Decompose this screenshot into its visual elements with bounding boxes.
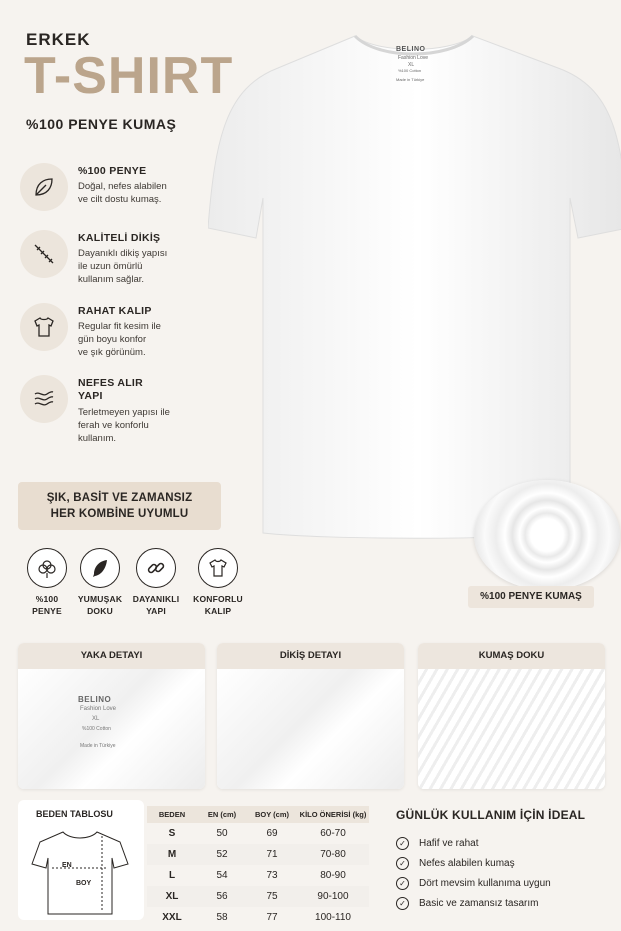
col-header: KİLO ÖNERİSİ (kg): [299, 810, 367, 819]
benefit-text: Nefes alabilen kumaş: [419, 857, 515, 869]
benefit-item: [396, 894, 616, 912]
badge-label: DOKU: [87, 606, 113, 616]
check-icon: ✓: [396, 897, 409, 910]
feature-desc-line: Terletmeyen yapısı ile: [78, 407, 170, 418]
length-cell: 69: [266, 828, 278, 839]
feature-desc-line: Doğal, nefes alabilen: [78, 181, 167, 192]
weight-cell: 60-70: [320, 828, 346, 839]
daily-use-title: GÜNLÜK KULLANIM İÇİN İDEAL: [396, 808, 586, 822]
width-cell: 50: [216, 828, 228, 839]
badge-durable: [126, 548, 186, 617]
width-cell: 54: [216, 870, 228, 881]
detail-card-fabric: [418, 643, 605, 789]
feature-title: NEFES ALIR: [78, 377, 144, 389]
feature-desc-line: ve şık görünüm.: [78, 347, 146, 358]
feature-desc-line: kullanım.: [78, 433, 117, 444]
size-cell: M: [167, 849, 177, 860]
stitch-photo: [217, 669, 404, 789]
width-cell: 52: [216, 849, 228, 860]
weight-cell: 100-110: [315, 912, 351, 923]
collar-photo: [18, 669, 205, 789]
feature-desc-line: kullanım sağlar.: [78, 274, 145, 285]
badge-label: %100: [35, 594, 59, 604]
benefit-item: [396, 834, 616, 852]
category-label: ERKEK: [26, 30, 91, 49]
table-row: [147, 823, 369, 844]
banner-line: ŞIK, BASİT VE ZAMANSIZ: [46, 492, 193, 504]
col-header: EN (cm): [207, 810, 237, 819]
table-row: [147, 865, 369, 886]
width-cell: 58: [216, 912, 228, 923]
badge-label: YUMUŞAK: [77, 594, 123, 604]
boy-label: BOY: [76, 880, 92, 887]
feature-title: RAHAT KALIP: [78, 305, 152, 317]
feature-desc-line: ve cilt dostu kumaş.: [78, 194, 162, 205]
size-cell: XXL: [162, 912, 182, 923]
feature-title: KALİTELİ DİKİŞ: [78, 232, 161, 244]
badge-label: YAPI: [146, 606, 166, 616]
feature-penye: [20, 163, 220, 233]
fabric-photo: [418, 669, 605, 789]
feature-breathable: [20, 375, 220, 445]
product-subtitle: %100 PENYE KUMAŞ: [26, 116, 177, 132]
length-cell: 77: [266, 912, 278, 923]
size-table: [147, 806, 369, 928]
label-tagline: Fashion Love: [398, 55, 429, 61]
feature-desc-line: ile uzun ömürlü: [78, 261, 143, 272]
length-cell: 73: [266, 870, 278, 881]
check-icon: ✓: [396, 857, 409, 870]
label-composition: %100 Cotton: [398, 68, 422, 73]
feature-title: %100 PENYE: [78, 165, 147, 177]
label-size: XL: [92, 716, 100, 722]
en-label: EN: [62, 862, 72, 869]
length-cell: 75: [266, 891, 278, 902]
weight-cell: 80-90: [320, 870, 346, 881]
label-composition: %100 Cotton: [82, 726, 111, 732]
size-cell: XL: [165, 891, 179, 902]
product-image: [208, 28, 621, 548]
benefit-text: Basic ve zamansız tasarım: [419, 897, 539, 909]
stitch-icon: [20, 230, 68, 278]
width-cell: 56: [216, 891, 228, 902]
table-row: [147, 886, 369, 907]
banner-line: HER KOMBİNE UYUMLU: [50, 508, 189, 520]
badge-label: KALIP: [204, 606, 232, 616]
chain-icon: [136, 548, 176, 588]
product-title: T-SHIRT: [24, 47, 234, 105]
detail-card-collar: [18, 643, 205, 789]
check-icon: ✓: [396, 837, 409, 850]
label-origin: Made in Türkiye: [396, 77, 425, 82]
label-origin: Made in Türkiye: [80, 743, 116, 749]
leaf-icon: [20, 163, 68, 211]
style-banner: [18, 482, 221, 530]
label-size: XL: [408, 62, 415, 68]
table-row: [147, 844, 369, 865]
fabric-label: %100 PENYE KUMAŞ: [468, 586, 594, 608]
feather-icon: [80, 548, 120, 588]
size-diagram: [18, 800, 144, 920]
feature-stitch: [20, 230, 220, 300]
card-title: YAKA DETAYI: [18, 643, 205, 669]
detail-card-stitch: [217, 643, 404, 789]
length-cell: 71: [266, 849, 278, 860]
badge-label: KONFORLU: [193, 594, 243, 604]
fabric-closeup: [474, 480, 620, 590]
badge-fit: [188, 548, 248, 617]
badge-cotton: [17, 548, 77, 617]
label-brand: BELINO: [396, 46, 426, 53]
benefit-item: [396, 854, 616, 872]
size-chart-title: BEDEN TABLOSU: [36, 809, 113, 819]
weight-cell: 90-100: [317, 891, 349, 902]
tshirt-icon: [198, 548, 238, 588]
feature-desc-line: Regular fit kesim ile: [78, 321, 161, 332]
feature-desc-line: ferah ve konforlu: [78, 420, 149, 431]
feature-title: YAPI: [78, 390, 103, 402]
card-title: KUMAŞ DOKU: [418, 643, 605, 669]
wind-icon: [20, 375, 68, 423]
check-icon: ✓: [396, 877, 409, 890]
size-cell: L: [168, 870, 176, 881]
col-header: BOY (cm): [254, 810, 290, 819]
feature-fit: [20, 303, 220, 373]
weight-cell: 70-80: [320, 849, 346, 860]
benefit-text: Hafif ve rahat: [419, 837, 479, 849]
badge-label: DAYANIKLI: [132, 594, 180, 604]
feature-desc-line: gün boyu konfor: [78, 334, 147, 345]
label-brand: BELINO: [78, 695, 112, 704]
cotton-icon: [27, 548, 67, 588]
badge-soft: [70, 548, 130, 617]
card-title: DİKİŞ DETAYI: [217, 643, 404, 669]
feature-desc-line: Dayanıklı dikiş yapısı: [78, 248, 168, 259]
benefit-text: Dört mevsim kullanıma uygun: [419, 877, 551, 889]
size-cell: S: [168, 828, 176, 839]
tshirt-icon: [20, 303, 68, 351]
col-header: BEDEN: [158, 810, 186, 819]
table-header: [147, 806, 369, 823]
badge-label: PENYE: [32, 606, 62, 616]
table-row: [147, 907, 369, 928]
benefit-item: [396, 874, 616, 892]
label-tagline: Fashion Love: [80, 706, 117, 712]
